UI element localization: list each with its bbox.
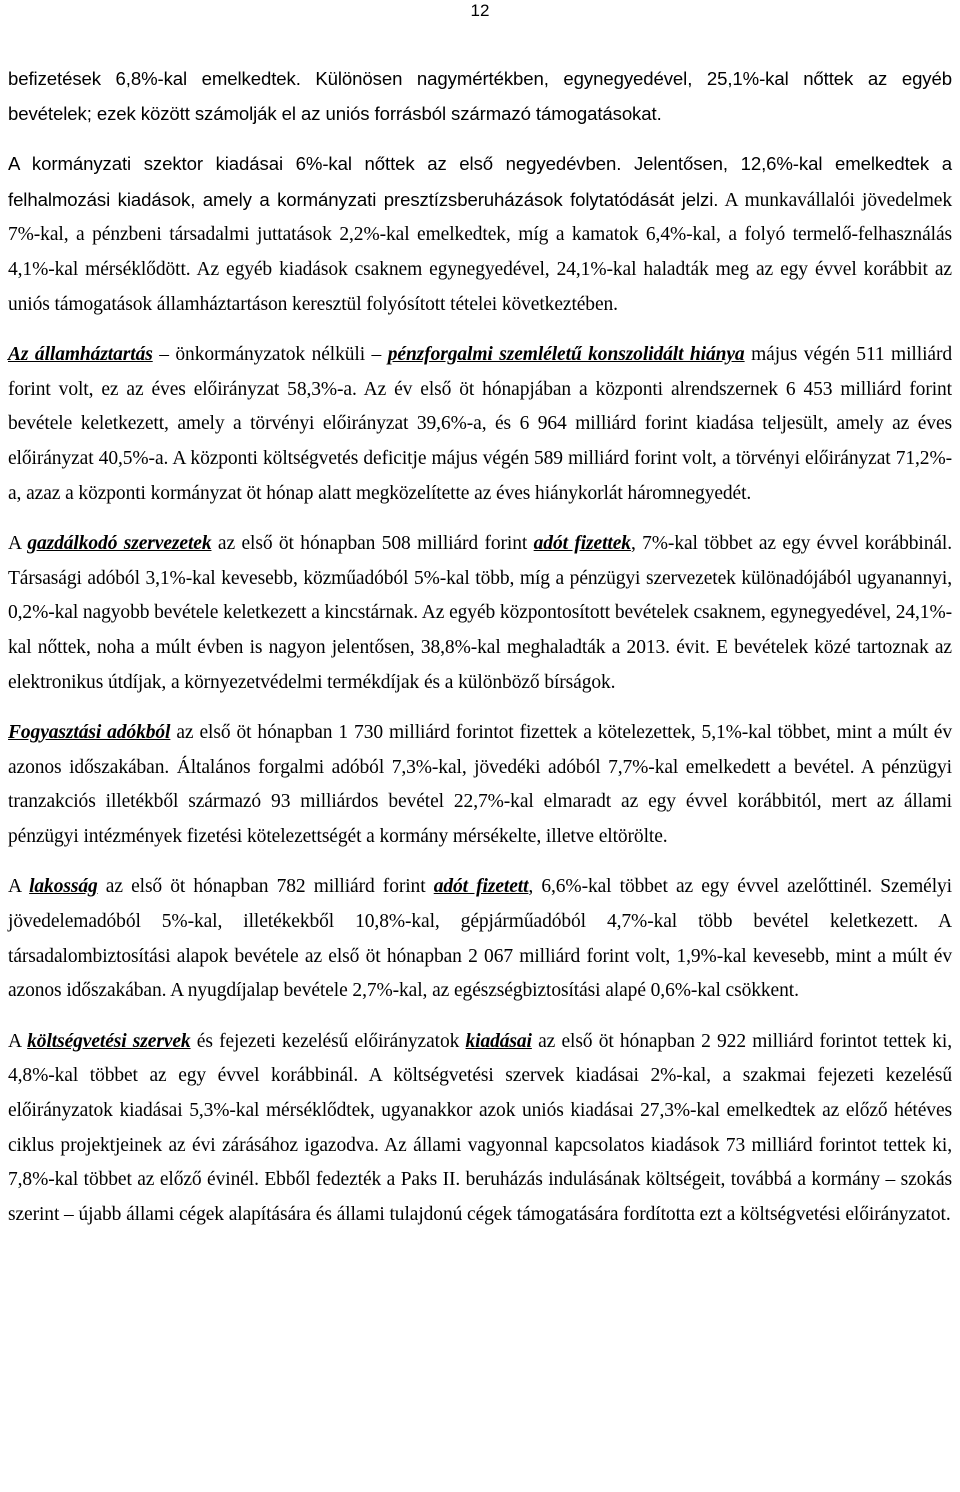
emphasis-term: Az államháztartás	[8, 344, 153, 366]
paragraph-deficit	[8, 338, 952, 511]
emphasis-term: költségvetési szervek	[27, 1030, 191, 1052]
paragraph-text: , 7%-kal többet az egy évvel korábbinál. Társasági adóból 3,1%-kal kevesebb, közműadóból 5%-kal több, míg a pénzügyi szervezetek különadójából ugyanannyi, 0,2%-kal nagyobb bevétele keletkezett a kincstárnak. Az egyéb központosított bevételek csaknem, egynegyedével, 24,1%-kal nőttek, noha a múlt évben is nagyon jelentősen, 38,8%-kal meghaladták a 2013. évit. E bevételek közé tartoznak az elektronikus útdíjak, a környezetvédelmi termékdíjak és a különböző bírságok.	[8, 533, 952, 693]
paragraph-text: befizetések 6,8%-kal emelkedtek. Különösen nagymértékben, egynegyedével, 25,1%-kal nőttek az egyéb bevételek; ezek között számolják el az uniós forrásból származó támogatásokat.	[8, 68, 952, 124]
paragraph-consumption-taxes	[8, 716, 952, 854]
paragraph-revenues	[8, 62, 952, 131]
emphasis-term: adót fizetett	[433, 876, 529, 898]
paragraph-text: az első öt hónapban 508 milliárd forint	[211, 533, 534, 555]
paragraph-text: A	[8, 1030, 28, 1052]
emphasis-term: lakosság	[29, 876, 98, 898]
paragraph-text: , 6,6%-kal többet az egy évvel azelőttinél. Személyi jövedelemadóból 5%-kal, illetékekből 10,8%-kal, gépjárműadóból 4,7%-kal több bevétel keletkezett. A társadalombiztosítási alapok bevétele az első öt hónapban 2 067 milliárd forint volt, 1,9%-kal kevesebb, mint a múlt év azonos időszakában. A nyugdíjalap bevétele 2,7%-kal, az egészségbiztosítási alapé 0,6%-kal csökkent.	[8, 876, 952, 1002]
emphasis-term: gazdálkodó szervezetek	[27, 533, 212, 555]
paragraph-budget-organs	[8, 1025, 952, 1233]
paragraph-text: május végén 511 milliárd forint volt, ez az éves előirányzat 58,3%-a. Az év első öt hónapjában a központi alrendszernek 6 453 milliárd forint bevétele keletkezett, amely a törvényi előirányzat 39,6%-a, és 6 964 milliárd forint kiadása teljesült, amely az éves előirányzat 40,5%-a. A központi költségvetés deficitje május végén 589 milliárd forint volt, a törvényi előirányzat 71,2%-a, azaz a központi kormányzat öt hónap alatt megközelítette az éves hiánykorlát háromnegyedét.	[8, 344, 952, 504]
emphasis-term: adót fizettek	[533, 533, 631, 555]
paragraph-text: – önkormányzatok nélküli –	[152, 344, 388, 366]
page-number: 12	[470, 1, 490, 20]
emphasis-term: kiadásai	[465, 1030, 532, 1052]
document-body	[8, 62, 952, 1232]
paragraph-text: az első öt hónapban 782 milliárd forint	[97, 876, 434, 898]
paragraph-text: A	[8, 533, 28, 555]
paragraph-text: A	[8, 876, 30, 898]
paragraph-households	[8, 870, 952, 1008]
paragraph-text: az első öt hónapban 1 730 milliárd forintot fizettek a kötelezettek, 5,1%-kal többet, mint a múlt év azonos időszakában. Általános forgalmi adóból 7,3%-kal, jövedéki adóból 7,7%-kal emelkedett a bevétel. A pénzügyi tranzakciós illetékből származó 93 milliárdos bevétel 22,7%-kal elmaradt az egy évvel korábbitól, mert az állami pénzügyi intézmények fizetési kötelezettségét a kormány mérsékelte, illetve eltörölte.	[8, 722, 952, 847]
paragraph-expenditures	[8, 147, 952, 322]
emphasis-term: Fogyasztási adókból	[8, 722, 171, 744]
paragraph-business-taxes	[8, 527, 952, 700]
paragraph-text: és fejezeti kezelésű előirányzatok	[190, 1030, 466, 1052]
paragraph-text-sans: A kormányzati szektor kiadásai 6%-kal nőttek az első negyedévben. Jelentősen, 12,6%-kal emelkedtek a felhalmozási kiadások, amely a kormányzati presztízsberuházások folytatódását jelzi.	[8, 153, 952, 210]
paragraph-text: A munkavállalói jövedelmek 7%-kal, a pénzbeni társadalmi juttatások 2,2%-kal emelkedtek, míg a kamatok 6,4%-kal, a folyó termelő-felhasználás 4,1%-kal mérséklődött. Az egyéb kiadások csaknem egynegyedével, 24,1%-kal haladták meg az egy évvel korábbit az uniós támogatások államháztartáson keresztül folyósított tételei következtében.	[8, 189, 952, 315]
emphasis-term: pénzforgalmi szemléletű konszolidált hiánya	[387, 344, 745, 366]
paragraph-text: az első öt hónapban 2 922 milliárd forintot tettek ki, 4,8%-kal többet az egy évvel korábbinál. A költségvetési szervek kiadásai 2%-kal, a szakmai fejezeti kezelésű előirányzatok kiadásai 5,3%-kal mérséklődtek, ugyanakkor azok uniós kiadásai 27,3%-kal emelkedtek az előző hétéves ciklus projektjeinek az évi zárásához igazodva. Az állami vagyonnal kapcsolatos kiadások 73 milliárd forintot tettek ki, 7,8%-kal többet az előző évinél. Ebből fedezték a Paks II. beruházás indulásának költségeit, továbbá a kormány – szokás szerint – újabb állami cégek alapítására és állami tulajdonú cégek támogatására fordította ezt a költségvetési előirányzatot.	[8, 1030, 952, 1225]
